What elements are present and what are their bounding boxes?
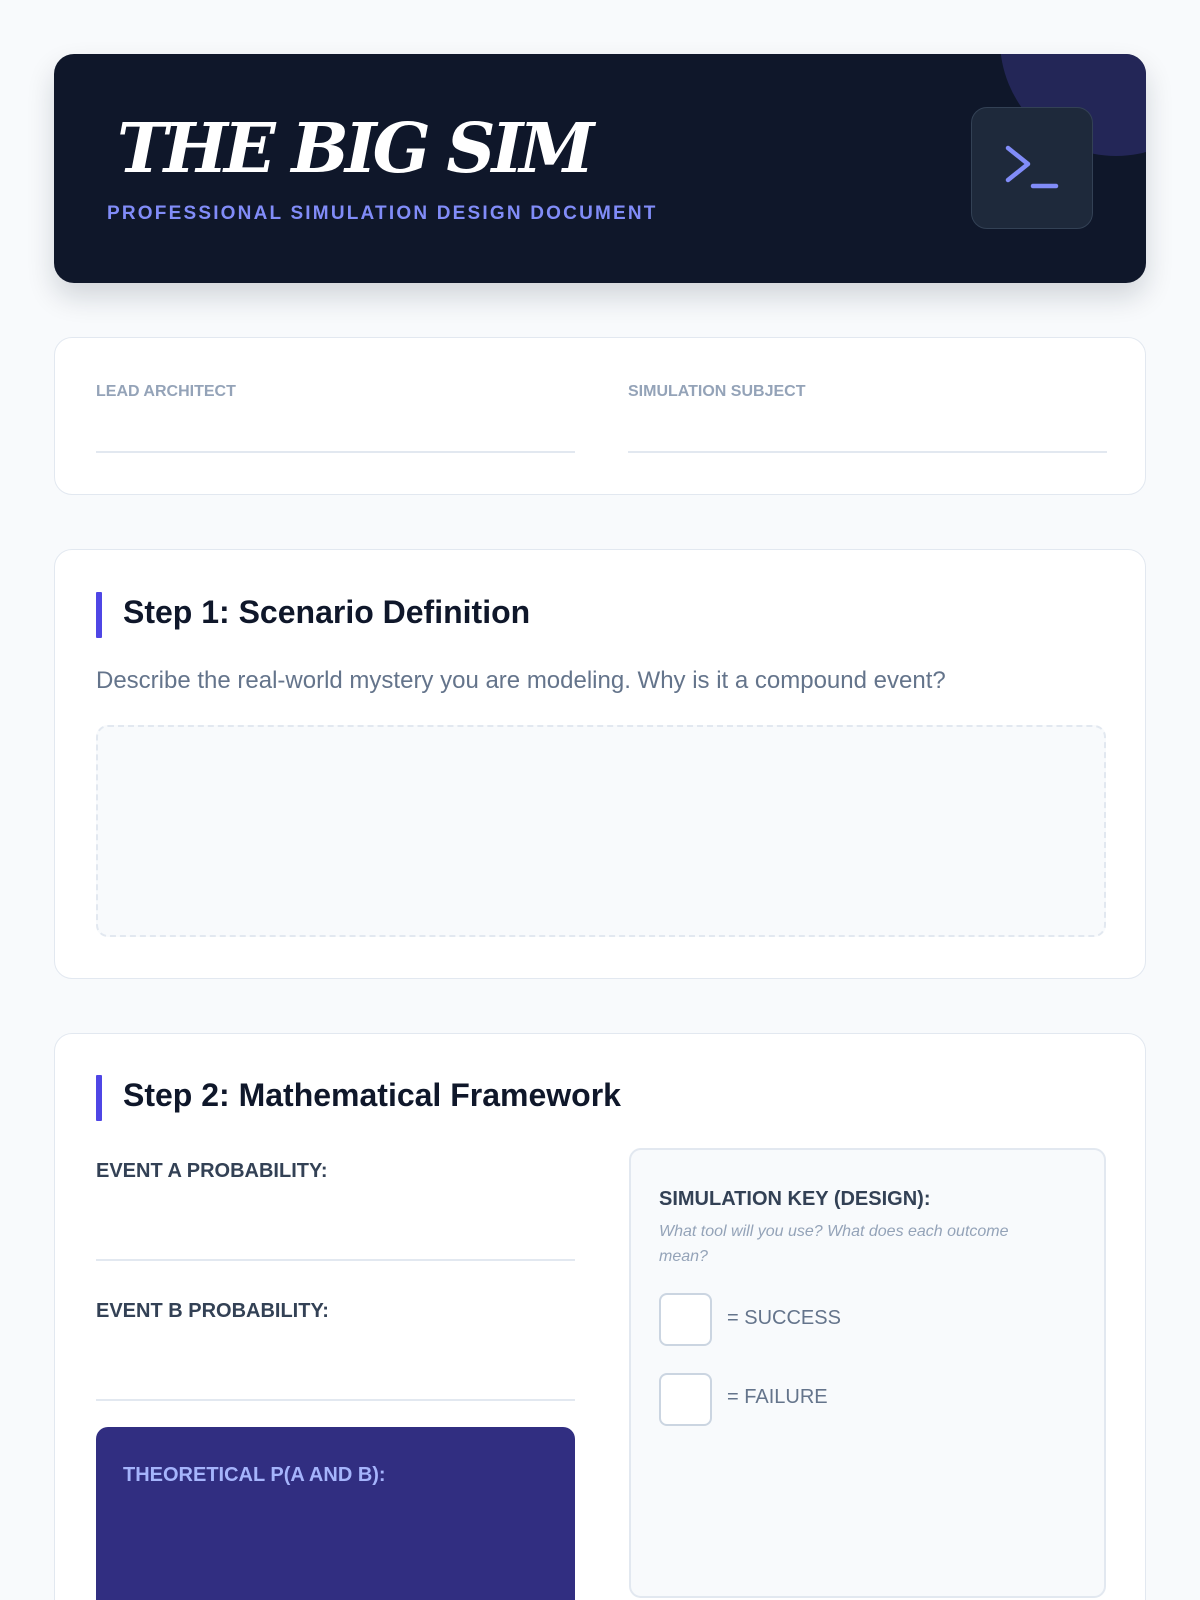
scenario-answer-box[interactable]: [96, 725, 1106, 937]
event-b-label: EVENT B PROBABILITY:: [96, 1300, 329, 1322]
event-a-field[interactable]: [96, 1259, 575, 1261]
theoretical-probability-box[interactable]: [96, 1427, 575, 1600]
project-info-card: [54, 337, 1146, 495]
event-a-label: EVENT A PROBABILITY:: [96, 1160, 328, 1182]
step2-accent-bar: [96, 1075, 102, 1121]
simulation-subject-label: SIMULATION SUBJECT: [628, 383, 806, 400]
simulation-key-panel: [629, 1148, 1106, 1598]
lead-architect-label: LEAD ARCHITECT: [96, 383, 236, 400]
step1-accent-bar: [96, 592, 102, 638]
document-title: THE BIG SIM: [117, 109, 591, 189]
document-header: [54, 54, 1146, 283]
step1-card: [54, 549, 1146, 979]
failure-key-box[interactable]: [659, 1373, 712, 1426]
simulation-key-hint: What tool will you use? What does each outcome mean?: [659, 1223, 1009, 1265]
event-b-field[interactable]: [96, 1399, 575, 1401]
terminal-badge: [971, 107, 1093, 229]
simulation-key-title: SIMULATION KEY (DESIGN):: [659, 1188, 931, 1210]
theoretical-probability-label: THEORETICAL P(A AND B):: [123, 1464, 386, 1486]
document-subtitle: PROFESSIONAL SIMULATION DESIGN DOCUMENT: [107, 203, 658, 224]
failure-label: = FAILURE: [727, 1386, 828, 1408]
step1-description: Describe the real-world mystery you are modeling. Why is it a compound event?: [96, 667, 946, 694]
terminal-icon: [1004, 143, 1060, 193]
step2-card: [54, 1033, 1146, 1600]
step1-title: Step 1: Scenario Definition: [123, 594, 531, 630]
success-key-box[interactable]: [659, 1293, 712, 1346]
success-label: = SUCCESS: [727, 1307, 841, 1329]
lead-architect-field[interactable]: [96, 451, 575, 453]
simulation-subject-field[interactable]: [628, 451, 1107, 453]
step2-title: Step 2: Mathematical Framework: [123, 1077, 621, 1113]
